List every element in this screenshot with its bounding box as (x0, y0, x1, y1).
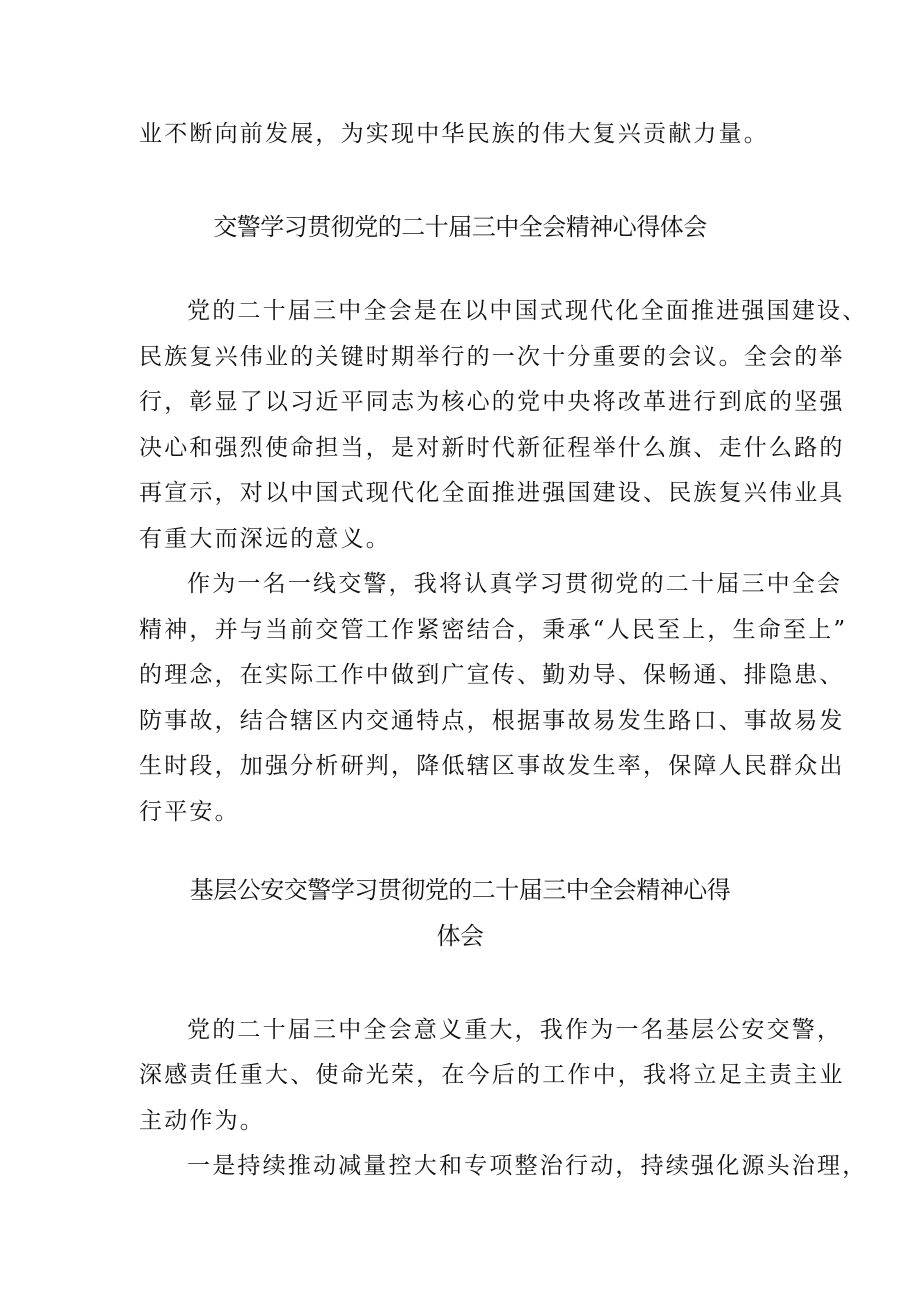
paragraph-line: 主动作为。 (139, 1108, 265, 1134)
paragraph-line: 的理念，在实际工作中做到广宣传、勤劝导、保畅通、排隐患、 (139, 662, 845, 688)
paragraph-line: 作为一名一线交警，我将认真学习贯彻党的二十届三中全会 (187, 571, 843, 597)
paragraph-line: 有重大而深远的意义。 (139, 526, 391, 552)
paragraph-line: 行平安。 (139, 799, 240, 825)
paragraph-line: 一是持续推动减量控大和专项整治行动，持续强化源头治理， (187, 1153, 868, 1179)
paragraph-line: 党的二十届三中全会是在以中国式现代化全面推进强国建设、 (187, 298, 868, 324)
paragraph-line: 深感责任重大、使命光荣，在今后的工作中，我将立足主责主业 (139, 1062, 845, 1088)
intro-tail-line: 业不断向前发展，为实现中华民族的伟大复兴贡献力量。 (139, 121, 769, 147)
section2-title-line2: 体会 (436, 922, 484, 950)
paragraph-line: 再宣示，对以中国式现代化全面推进强国建设、民族复兴伟业具 (139, 480, 845, 506)
paragraph-line: 生时段，加强分析研判，降低辖区事故发生率，保障人民群众出 (139, 753, 845, 779)
paragraph-line: 决心和强烈使命担当，是对新时代新征程举什么旗、走什么路的 (139, 435, 845, 461)
paragraph-line: 民族复兴伟业的关键时期举行的一次十分重要的会议。全会的举 (139, 344, 845, 370)
paragraph-line: 党的二十届三中全会意义重大，我作为一名基层公安交警， (187, 1017, 843, 1043)
paragraph-line: 行，彰显了以习近平同志为核心的党中央将改革进行到底的坚强 (139, 389, 845, 415)
section1-title: 交警学习贯彻党的二十届三中全会精神心得体会 (213, 213, 707, 241)
paragraph-line: 精神，并与当前交管工作紧密结合，秉承“人民至上，生命至上” (139, 617, 848, 643)
paragraph-line: 防事故，结合辖区内交通特点，根据事故易发生路口、事故易发 (139, 708, 845, 734)
section2-title-line1: 基层公安交警学习贯彻党的二十届三中全会精神心得 (189, 876, 731, 904)
